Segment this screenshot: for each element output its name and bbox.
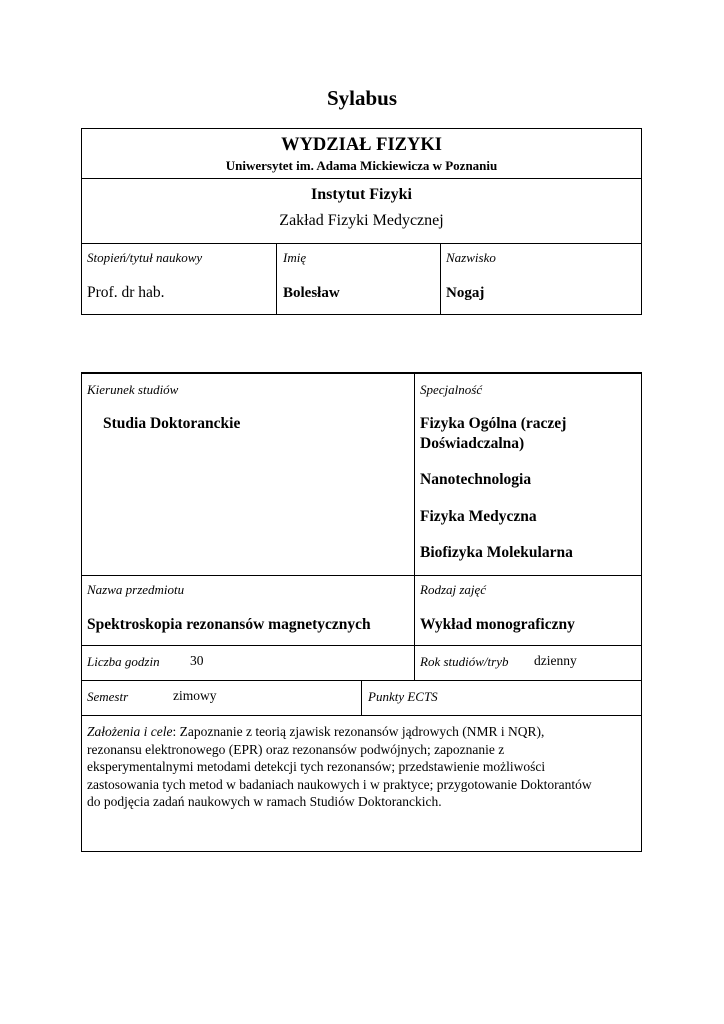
subject-value: Spektroskopia rezonansów magnetycznych — [87, 616, 371, 633]
hours-label: Liczba godzin — [87, 654, 160, 669]
goals-line: zastosowania tych metod w badaniach naukowych i w praktyce; przygotowanie Doktorantów — [87, 776, 592, 792]
specialty-label: Specjalność — [420, 382, 483, 397]
degree-label: Stopień/tytuł naukowy — [87, 250, 203, 265]
last-name-label: Nazwisko — [446, 250, 496, 265]
subject-label: Nazwa przedmiotu — [87, 582, 185, 597]
semester-value: zimowy — [173, 688, 217, 703]
faculty-name: WYDZIAŁ FIZYKI — [281, 135, 442, 155]
faculty-header-table — [81, 128, 642, 315]
goals-line: do podjęcia zadań naukowych w ramach Studiów Doktoranckich. — [87, 794, 442, 809]
first-name-value: Bolesław — [283, 285, 340, 301]
goals-text — [87, 723, 637, 811]
university-name: Uniwersytet im. Adama Mickiewicza w Poznaniu — [225, 158, 498, 173]
specialty-item: Nanotechnologia — [420, 471, 532, 488]
specialty-item: Doświadczalna) — [420, 435, 525, 452]
course-table — [81, 372, 642, 852]
page-title: Sylabus — [326, 86, 398, 110]
department-name: Zakład Fizyki Medycznej — [279, 212, 444, 229]
year-mode-label: Rok studiów/tryb — [420, 654, 509, 669]
class-type-value: Wykład monograficzny — [420, 616, 575, 633]
specialty-item: Fizyka Medyczna — [420, 508, 537, 525]
year-mode-value: dzienny — [534, 653, 577, 668]
specialty-item: Biofizyka Molekularna — [420, 544, 573, 561]
field-value: Studia Doktoranckie — [103, 415, 241, 432]
goals-line: eksperymentalnymi metodami detekcji tych rezonansów; przedstawienie możliwości — [87, 759, 546, 774]
hours-value: 30 — [190, 653, 204, 668]
goals-line: rezonansu elektronowego (EPR) oraz rezonansów podwójnych; zapoznanie z — [87, 741, 505, 757]
ects-label: Punkty ECTS — [368, 689, 438, 704]
degree-value: Prof. dr hab. — [87, 284, 165, 301]
first-name-label: Imię — [283, 250, 307, 265]
field-label: Kierunek studiów — [87, 382, 179, 397]
last-name-value: Nogaj — [446, 285, 485, 301]
goals-label: Założenia i cele — [87, 724, 173, 739]
institute-name: Instytut Fizyki — [311, 186, 412, 203]
specialty-item: Fizyka Ogólna (raczej — [420, 415, 567, 432]
semester-label: Semestr — [87, 689, 129, 704]
class-type-label: Rodzaj zajęć — [420, 582, 487, 597]
goals-line: : Zapoznanie z teorią zjawisk rezonansów jądrowych (NMR i NQR), — [172, 724, 545, 739]
